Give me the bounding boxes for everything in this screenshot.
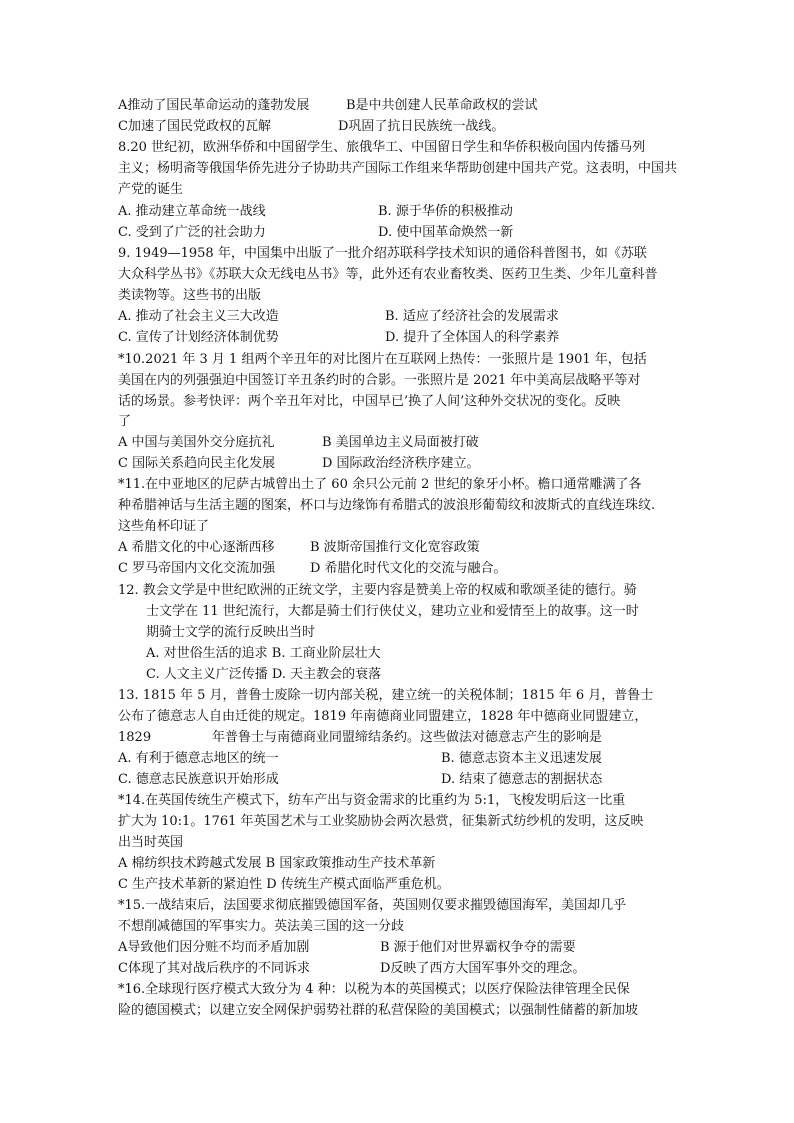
q7-option-a: A推动了国民革命运动的蓬勃发展 [118, 98, 310, 113]
q13-stem-year: 1829 [118, 730, 152, 745]
q15-option-c: C体现了其对战后秩序的不同诉求 [118, 961, 310, 976]
q7-option-d: D巩固了抗日民族统一战线。 [338, 119, 505, 134]
q13-option-d: D. 结束了德意志的割据状态 [441, 772, 603, 787]
q9-option-a: A. 推动了社会主义三大改造 [118, 309, 279, 324]
q16-stem-line-1: *16.全球现行医疗模式大致分为 4 种：以税为本的英国模式；以医疗保险法律管理全民保 [118, 982, 630, 997]
q10-stem-line-2: 美国在内的列强强迫中国签订辛丑条约时的合影。一张照片是 2021 年中美高层战略平等对 [118, 373, 641, 388]
q15-stem-line-1: *15.一战结束后，法国要求彻底摧毁德国军备，英国则仅要求摧毁德国海军，美国却几乎 [118, 898, 627, 913]
q11-stem-line-2: 种希腊神话与生活主题的图案，杯口与边缘饰有希腊式的波浪形葡萄纹和波斯式的直线连珠纹. [118, 498, 656, 513]
q9-option-d: D. 提升了全体国人的科学素养 [385, 330, 560, 345]
q11-option-b: B 波斯帝国推行文化宽容政策 [310, 540, 480, 555]
q11-option-c: C 罗马帝国内文化交流加强 [118, 561, 276, 576]
q7-option-c: C加速了国民党政权的瓦解 [118, 119, 271, 134]
q9-stem-line-1: 9. 1949—1958 年，中国集中出版了一批介绍苏联科学技术知识的通俗科普图书，如《苏联 [118, 246, 647, 261]
q10-option-a: A 中国与美国外交分庭抗礼 [118, 435, 275, 450]
q10-stem-line-1: *10.2021 年 3 月 1 组两个辛丑年的对比图片在互联网上热传：一张照片是 1901 年，包括 [118, 352, 647, 367]
q13-option-b: B. 德意志资本主义迅速发展 [441, 751, 602, 766]
q15-option-a: A导致他们因分赃不均而矛盾加剧 [118, 940, 310, 955]
q8-option-c: C. 受到了广泛的社会助力 [118, 225, 266, 240]
q9-stem-line-3: 类读物等。这些书的出版 [118, 288, 262, 303]
q9-option-c: C. 宣传了计划经济体制优势 [118, 330, 279, 345]
q12-stem-line-3: 期骑士文学的流行反映出当时 [146, 625, 316, 640]
q8-stem-line-3: 产党的诞生 [118, 182, 184, 197]
q12-options-cd: C. 人文主义广泛传播 D. 天主教会的衰落 [146, 667, 382, 682]
q15-stem-line-2: 不想削减德国的军事实力。英法美三国的这一分歧 [118, 919, 405, 934]
q12-options-ab: A. 对世俗生活的追求 B. 工商业阶层壮大 [146, 646, 381, 661]
q8-option-d: D. 使中国革命焕然一新 [378, 225, 514, 240]
q14-stem-line-1: *14.在英国传统生产模式下，纺车产出与资金需求的比重约为 5:1，飞梭发明后这一比重 [118, 793, 626, 808]
q11-option-a: A 希腊文化的中心逐渐西移 [118, 540, 275, 555]
q13-option-a: A. 有利于德意志地区的统一 [118, 751, 279, 766]
q15-option-d: D反映了西方大国军事外交的理念。 [380, 961, 586, 976]
q8-option-b: B. 源于华侨的积极推动 [378, 204, 513, 219]
q10-stem-line-3: 话的场景。参考快评：两个辛丑年对比，中国早已’换了人间’这种外交状况的变化。反映 [118, 394, 621, 409]
q12-stem-line-1: 12. 教会文学是中世纪欧洲的正统文学，主要内容是赞美上帝的权威和歌颂圣徒的德行。骑 [118, 583, 637, 598]
q12-stem-line-2: 士文学在 11 世纪流行，大都是骑士们行侠仗义，建功立业和爱情至上的故事。这一时 [146, 604, 639, 619]
q8-option-a: A. 推动建立革命统一战线 [118, 204, 266, 219]
q10-stem-line-4: 了 [118, 414, 132, 429]
q13-option-c: C. 德意志民族意识开始形成 [118, 772, 279, 787]
q11-stem-line-3: 这些角杯印证了 [118, 519, 210, 534]
q10-option-b: B 美国单边主义局面被打破 [322, 435, 479, 450]
q13-stem-line-3: 年普鲁士与南德商业同盟缔结条约。这些做法对德意志产生的影响是 [212, 730, 603, 745]
q13-stem-line-1: 13. 1815 年 5 月，普鲁士废除一切内部关税，建立统一的关税体制；1815 年 6 月，普鲁士 [118, 688, 654, 703]
q8-stem-line-2: 主义；杨明斋等俄国华侨先进分子协助共产国际工作组来华帮助创建中国共产党。这表明，中国共 [118, 161, 678, 176]
q13-stem-line-2: 公布了德意志人自由迁徙的规定。1819 年南德商业同盟建立，1828 年中德商业同盟建立， [118, 709, 648, 724]
q14-options-cd: C 生产技术革新的紧迫性 D 传统生产模式面临严重危机。 [118, 877, 450, 892]
q14-stem-line-2: 扩大为 10:1。1761 年英国艺术与工业奖励协会两次悬赏，征集新式纺纱机的发明，这反映 [118, 814, 644, 829]
q11-option-d: D 希腊化时代文化的交流与融合。 [310, 561, 507, 576]
q9-stem-line-2: 大众科学丛书》《苏联大众无线电丛书》等，此外还有农业畜牧类、医药卫生类、少年儿童科普 [118, 267, 658, 282]
q9-option-b: B. 适应了经济社会的发展需求 [385, 309, 559, 324]
q10-option-c: C 国际关系趋向民主化发展 [118, 456, 276, 471]
q8-stem-line-1: 8.20 世纪初，欧洲华侨和中国留学生、旅俄华工、中国留日学生和华侨积极向国内传播马列 [118, 140, 646, 155]
q14-stem-line-3: 出当时英国 [118, 835, 184, 850]
q7-option-b: B是中共创建人民革命政权的尝试 [346, 98, 538, 113]
q14-options-ab: A 棉纺织技术跨越式发展 B 国家政策推动生产技术革新 [118, 856, 436, 871]
q16-stem-line-2: 险的德国模式；以建立安全网保护弱势社群的私营保险的美国模式；以强制性储蓄的新加坡 [118, 1003, 639, 1018]
q15-option-b: B 源于他们对世界霸权争夺的需要 [380, 940, 576, 955]
q11-stem-line-1: *11.在中亚地区的尼萨古城曾出土了 60 余只公元前 2 世纪的象牙小杯。檐口通常雕满了各 [118, 477, 642, 492]
q10-option-d: D 国际政治经济秩序建立。 [322, 456, 480, 471]
